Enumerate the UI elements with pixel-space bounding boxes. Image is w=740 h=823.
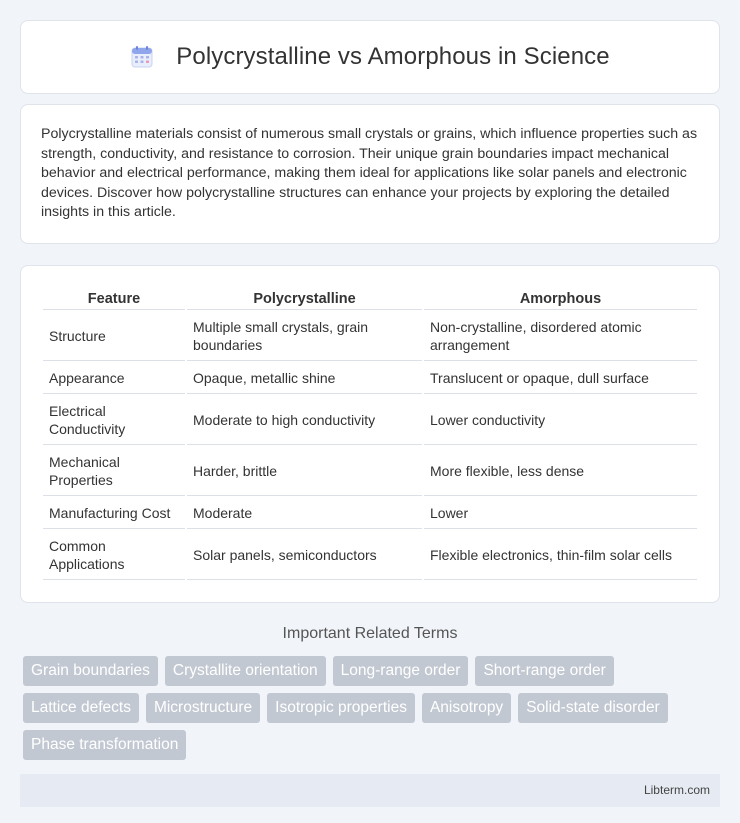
table-cell: More flexible, less dense [424, 447, 697, 496]
table-cell: Manufacturing Cost [43, 498, 185, 529]
related-term-tag[interactable]: Short-range order [475, 656, 613, 686]
header-polycrystalline: Polycrystalline [187, 288, 422, 310]
intro-text: Polycrystalline materials consist of numerous small crystals or grains, which influence properties such as strength, conductivity, and resistance to corrosion. Their unique grain boundaries impact mechanical behavior and electrical performance, making them ideal for applications like solar panels and electronic devices. Discover how polycrystalline structures can enhance your projects by exploring the detailed insights in this article. [41, 126, 698, 220]
related-term-tag[interactable]: Isotropic properties [267, 693, 415, 723]
related-term-tag[interactable]: Solid-state disorder [518, 693, 668, 723]
table-cell: Moderate to high conductivity [187, 396, 422, 445]
table-cell: Electrical Conductivity [43, 396, 185, 445]
related-term-tag[interactable]: Anisotropy [422, 693, 511, 723]
related-terms-title: Important Related Terms [282, 624, 458, 642]
related-term-tag[interactable]: Lattice defects [23, 693, 139, 723]
header-feature: Feature [43, 288, 185, 310]
table-row [43, 447, 697, 496]
table-row [43, 396, 697, 445]
page-header [20, 20, 720, 94]
page-title: Polycrystalline vs Amorphous in Science [176, 43, 610, 70]
table-cell: Translucent or opaque, dull surface [424, 363, 697, 394]
table-cell: Harder, brittle [187, 447, 422, 496]
related-terms-list [20, 656, 720, 760]
page-footer [20, 774, 720, 807]
intro-card [20, 104, 720, 244]
table-header-row [43, 288, 697, 310]
table-cell: Mechanical Properties [43, 447, 185, 496]
table-row [43, 363, 697, 394]
comparison-table [41, 286, 699, 582]
table-cell: Appearance [43, 363, 185, 394]
table-cell: Structure [43, 312, 185, 361]
related-term-tag[interactable]: Long-range order [333, 656, 469, 686]
calendar-icon [130, 45, 154, 69]
table-cell: Multiple small crystals, grain boundaries [187, 312, 422, 361]
related-term-tag[interactable]: Phase transformation [23, 730, 186, 760]
table-row [43, 498, 697, 529]
footer-brand-link[interactable]: Libterm.com [643, 783, 710, 797]
related-term-tag[interactable]: Microstructure [146, 693, 260, 723]
table-cell: Moderate [187, 498, 422, 529]
table-cell: Opaque, metallic shine [187, 363, 422, 394]
table-row [43, 312, 697, 361]
table-row [43, 531, 697, 580]
comparison-card [20, 265, 720, 603]
related-term-tag[interactable]: Grain boundaries [23, 656, 158, 686]
table-cell: Solar panels, semiconductors [187, 531, 422, 580]
table-cell: Non-crystalline, disordered atomic arrangement [424, 312, 697, 361]
header-amorphous: Amorphous [424, 288, 697, 310]
table-cell: Common Applications [43, 531, 185, 580]
table-cell: Lower conductivity [424, 396, 697, 445]
table-cell: Flexible electronics, thin-film solar cells [424, 531, 697, 580]
table-cell: Lower [424, 498, 697, 529]
related-term-tag[interactable]: Crystallite orientation [165, 656, 326, 686]
